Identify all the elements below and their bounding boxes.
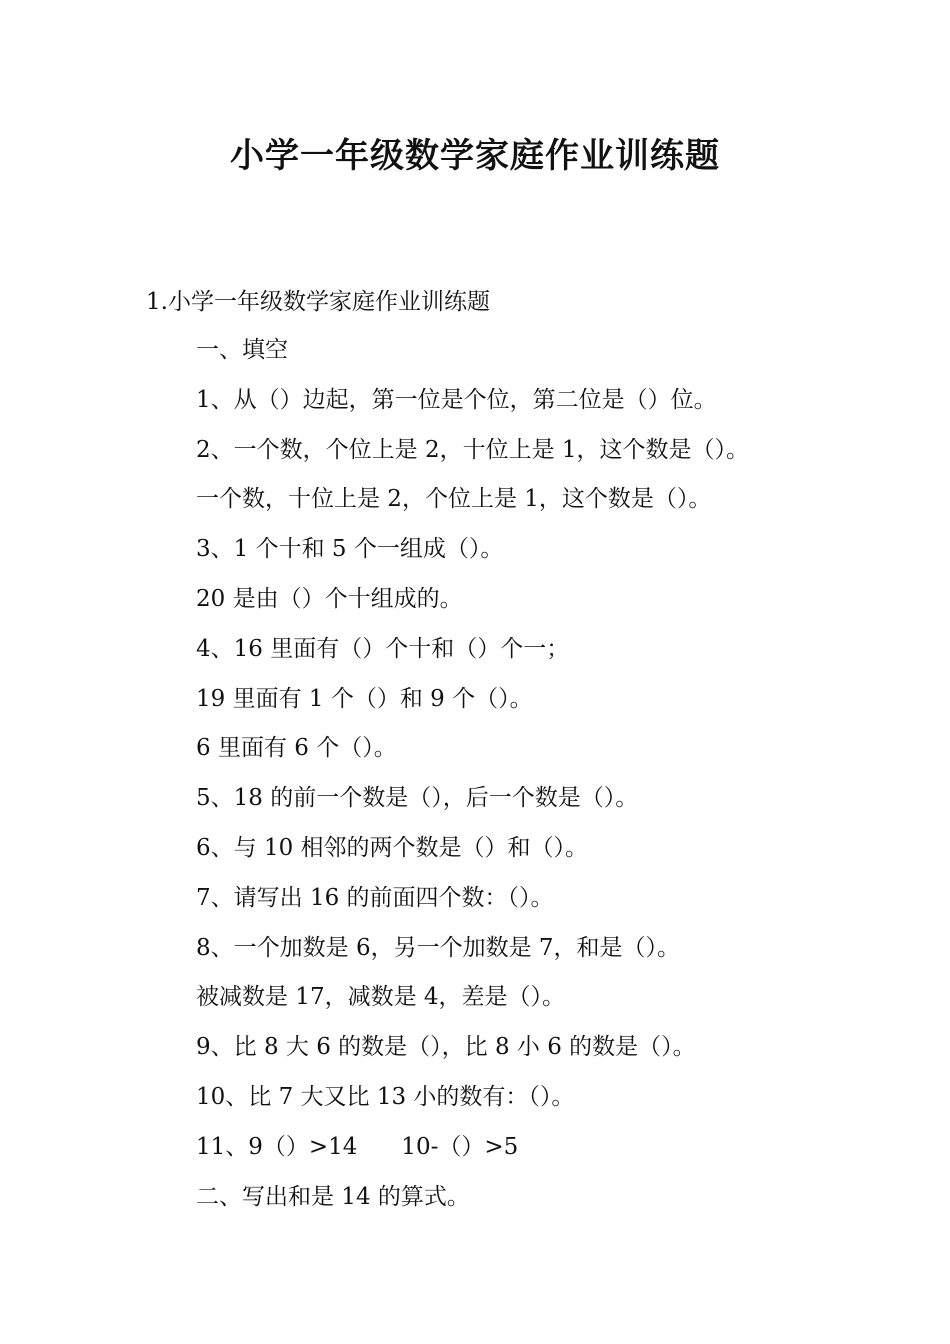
exercise-line: 7、请写出 16 的前面四个数：（）。 xyxy=(196,884,554,911)
exercise-line: 8、一个加数是 6，另一个加数是 7，和是（）。 xyxy=(196,934,681,961)
exercise-line: 被减数是 17，减数是 4，差是（）。 xyxy=(196,984,566,1011)
exercise-line: 2、一个数，个位上是 2，十位上是 1，这个数是（）。 xyxy=(196,436,750,463)
exercise-line: 3、1 个十和 5 个一组成（）。 xyxy=(196,536,504,563)
exercise-line: 6、与 10 相邻的两个数是（）和（）。 xyxy=(196,834,589,861)
exercise-line: 19 里面有 1 个（）和 9 个（）。 xyxy=(196,685,533,712)
exercise-line: 一个数，十位上是 2，个位上是 1，这个数是（）。 xyxy=(196,486,712,513)
exercise-line: 4、16 里面有（）个十和（）个一； xyxy=(196,635,570,662)
exercise-line: 20 是由（）个十组成的。 xyxy=(196,585,463,612)
document-title: 小学一年级数学家庭作业训练题 xyxy=(230,136,720,176)
exercise-line: 二、写出和是 14 的算式。 xyxy=(196,1183,470,1210)
exercise-line: 5、18 的前一个数是（），后一个数是（）。 xyxy=(196,785,639,812)
exercise-line: 一、填空 xyxy=(196,337,288,363)
exercise-line: 6 里面有 6 个（）。 xyxy=(196,735,397,762)
exercise-line: 10、比 7 大又比 13 小的数有：（）。 xyxy=(196,1083,575,1110)
exercise-list xyxy=(196,333,749,1229)
exercise-line: 11、9（）>14 10-（）>5 xyxy=(196,1133,519,1160)
section-heading: 1.小学一年级数学家庭作业训练题 xyxy=(146,289,490,315)
exercise-line: 1、从（）边起，第一位是个位，第二位是（）位。 xyxy=(196,386,717,413)
exercise-line: 9、比 8 大 6 的数是（），比 8 小 6 的数是（）。 xyxy=(196,1034,696,1061)
